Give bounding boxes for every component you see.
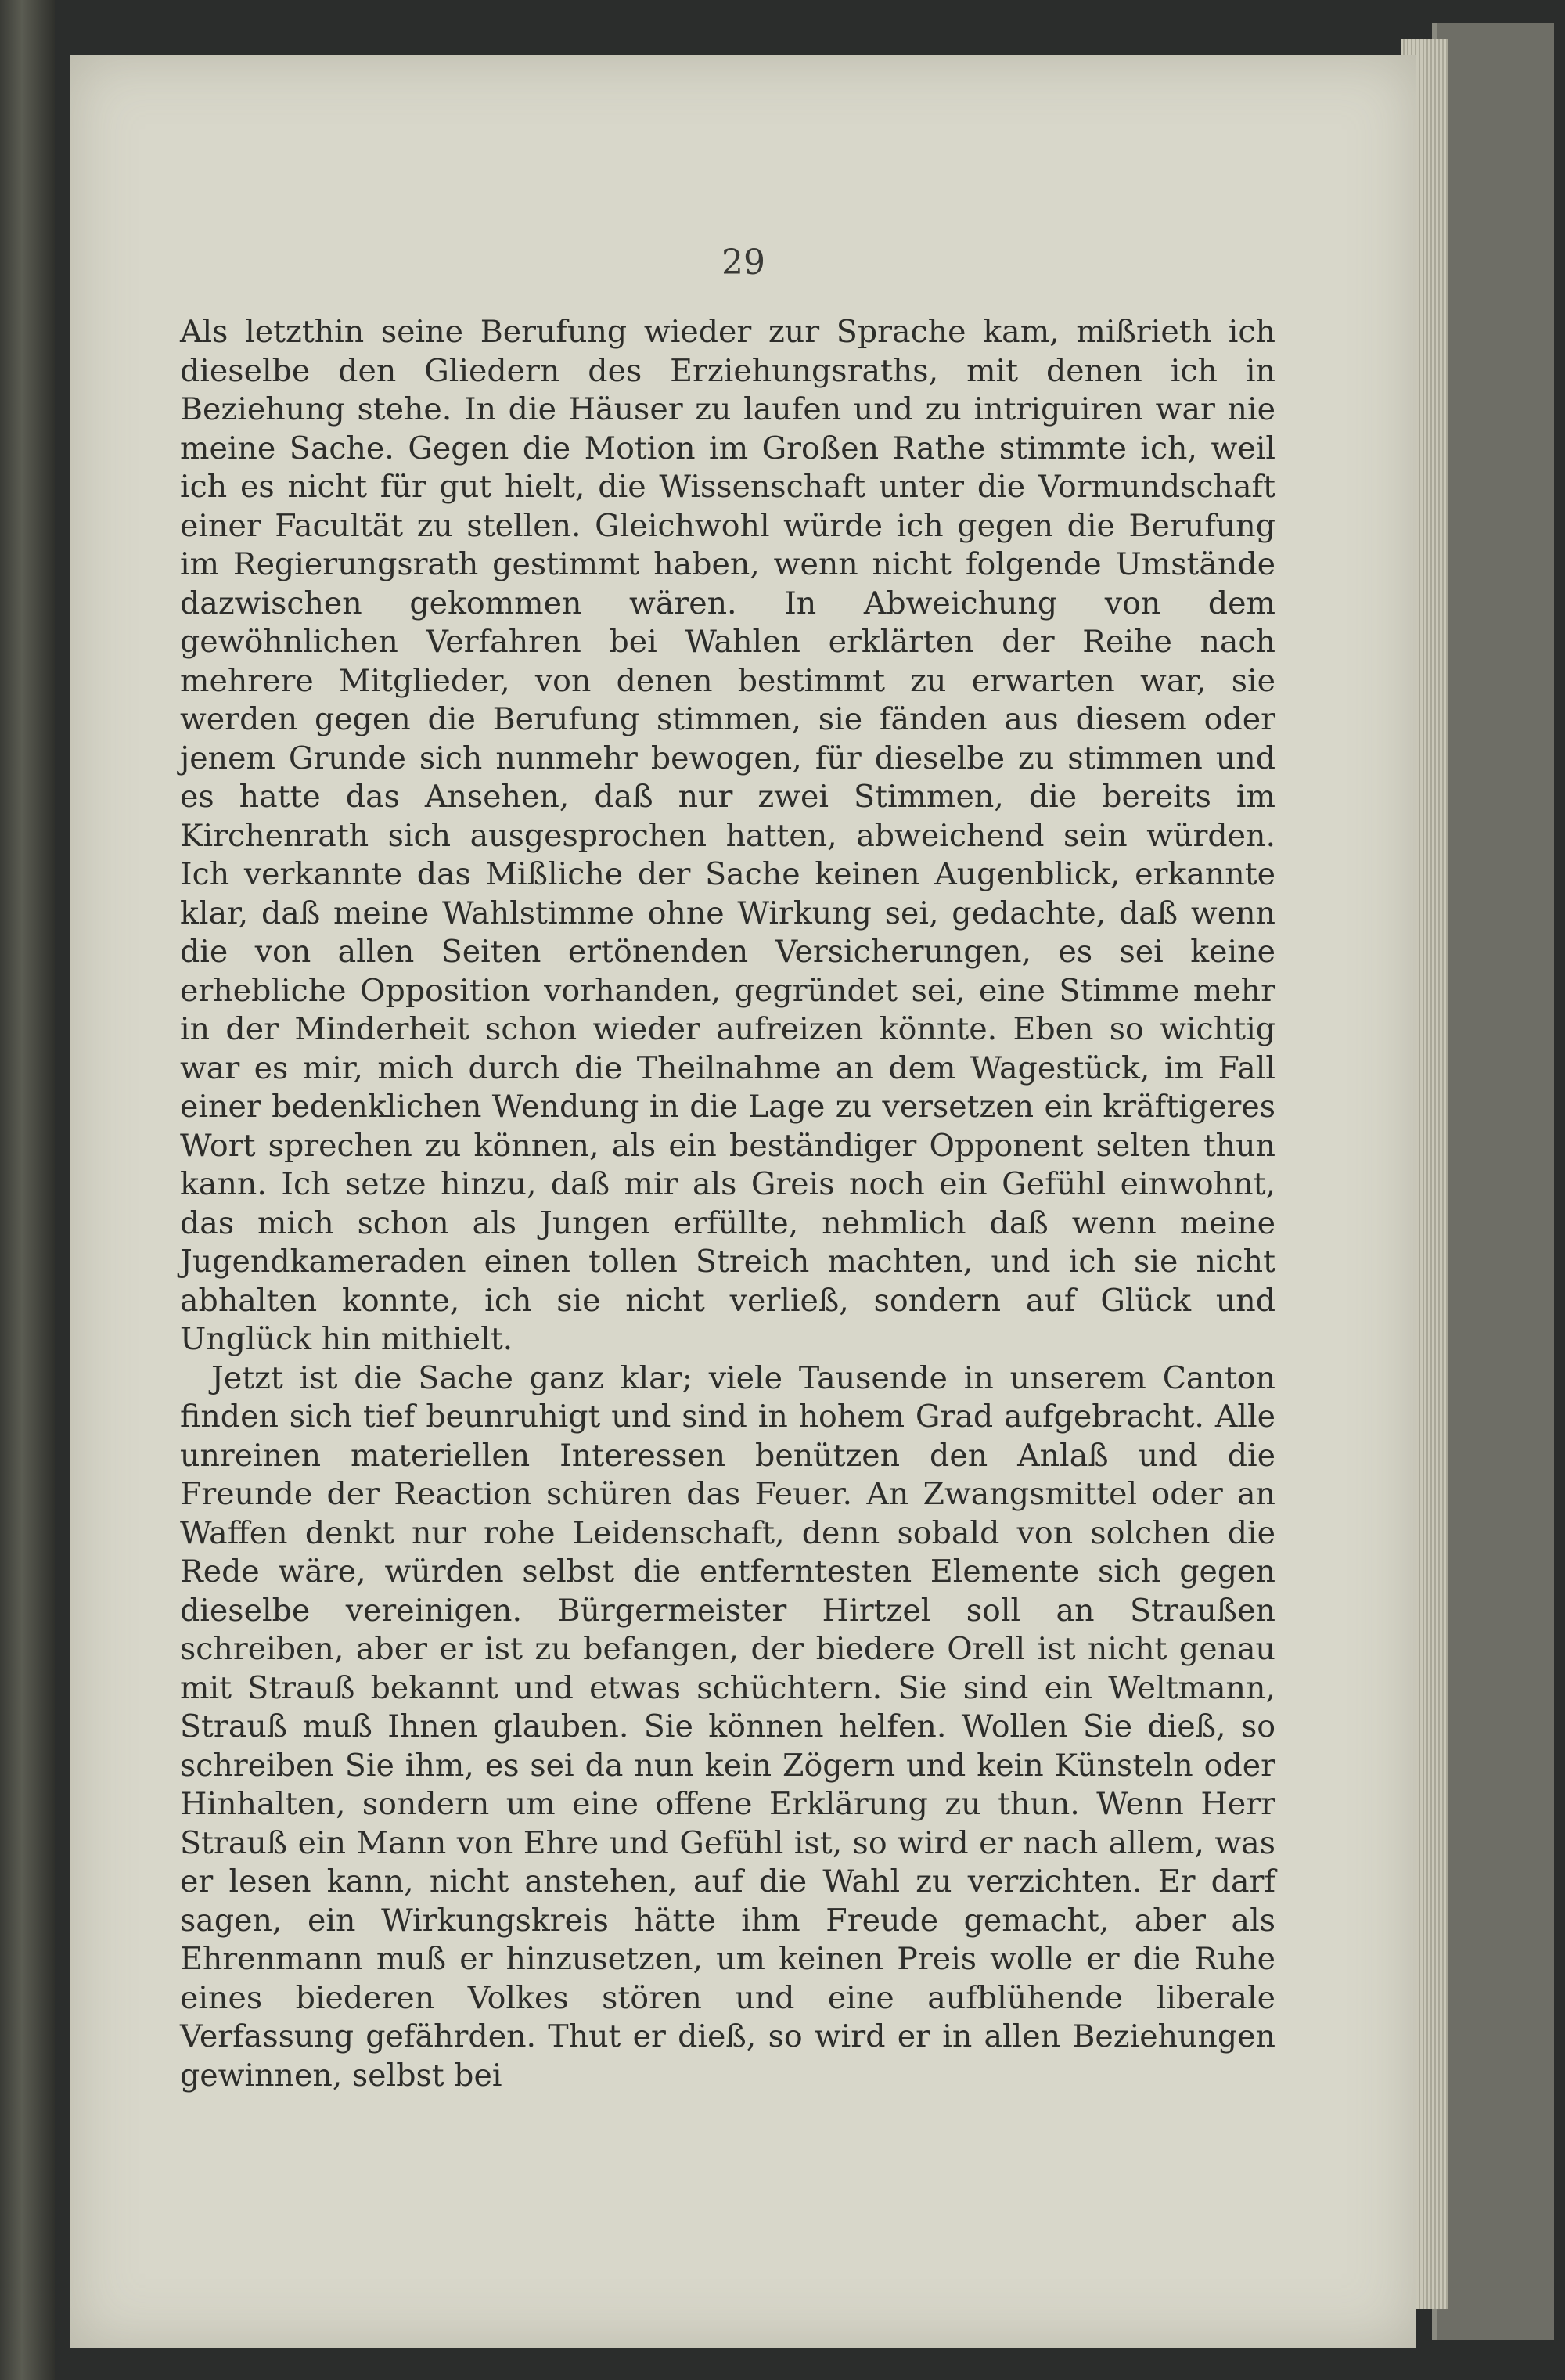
- book-page: [70, 55, 1416, 2348]
- book-spine: [0, 0, 55, 2380]
- book-cover-edge: [1432, 23, 1554, 2340]
- paragraph-2: Jetzt ist die Sache ganz klar; viele Tausende in unserem Canton finden sich tief beunruhigt und sind in hohem Grad aufgebracht. Alle unreinen materiellen Interessen benützen den Anlaß und die Freunde der Reaction schüren das Feuer. An Zwangsmittel oder an Waffen denkt nur rohe Leidenschaft, denn sobald von solchen die Rede wäre, würden selbst die entferntesten Elemente sich gegen dieselbe vereinigen. Bürgermeister Hirtzel soll an Straußen schreiben, aber er ist zu befangen, der biedere Orell ist nicht genau mit Strauß bekannt und etwas schüchtern. Sie sind ein Weltmann, Strauß muß Ihnen glauben. Sie können helfen. Wollen Sie dieß, so schreiben Sie ihm, es sei da nun kein Zögern und kein Künsteln oder Hinhalten, sondern um eine offene Erklärung zu thun. Wenn Herr Strauß ein Mann von Ehre und Gefühl ist, so wird er nach allem, was er lesen kann, nicht anstehen, auf die Wahl zu verzichten. Er darf sagen, ein Wirkungskreis hätte ihm Freude gemacht, aber als Ehrenmann muß er hinzusetzen, um keinen Preis wolle er die Ruhe eines biederen Volkes stören und eine aufblühende liberale Verfassung gefährden. Thut er dieß, so wird er in allen Beziehungen gewinnen, selbst bei: [180, 1359, 1275, 2094]
- body-text: [180, 313, 1275, 2095]
- paragraph-1: Als letzthin seine Berufung wieder zur Sprache kam, mißrieth ich dieselbe den Gliedern des Erziehungsraths, mit denen ich in Beziehung stehe. In die Häuser zu laufen und zu intriguiren war nie meine Sache. Gegen die Motion im Großen Rathe stimmte ich, weil ich es nicht für gut hielt, die Wissenschaft unter die Vormundschaft einer Facultät zu stellen. Gleichwohl würde ich gegen die Berufung im Regierungsrath gestimmt haben, wenn nicht folgende Umstände dazwischen gekommen wären. In Abweichung von dem gewöhnlichen Verfahren bei Wahlen erklärten der Reihe nach mehrere Mitglieder, von denen bestimmt zu erwarten war, sie werden gegen die Berufung stimmen, sie fänden aus diesem oder jenem Grunde sich nunmehr bewogen, für dieselbe zu stimmen und es hatte das Ansehen, daß nur zwei Stimmen, die bereits im Kirchenrath sich ausgesprochen hatten, abweichend sein würden. Ich verkannte das Mißliche der Sache keinen Augenblick, erkannte klar, daß meine Wahlstimme ohne Wirkung sei, gedachte, daß wenn die von allen Seiten ertönenden Versicherungen, es sei keine erhebliche Opposition vorhanden, gegründet sei, eine Stimme mehr in der Minderheit schon wieder aufreizen könnte. Eben so wichtig war es mir, mich durch die Theilnahme an dem Wagestück, im Fall einer bedenklichen Wendung in die Lage zu versetzen ein kräftigeres Wort sprechen zu können, als ein beständiger Opponent selten thun kann. Ich setze hinzu, daß mir als Greis noch ein Gefühl einwohnt, das mich schon als Jungen erfüllte, nehmlich daß wenn meine Jugendkameraden einen tollen Streich machten, und ich sie nicht abhalten konnte, ich sie nicht verließ, sondern auf Glück und Unglück hin mithielt.: [180, 314, 1275, 1357]
- page-number: 29: [721, 243, 765, 283]
